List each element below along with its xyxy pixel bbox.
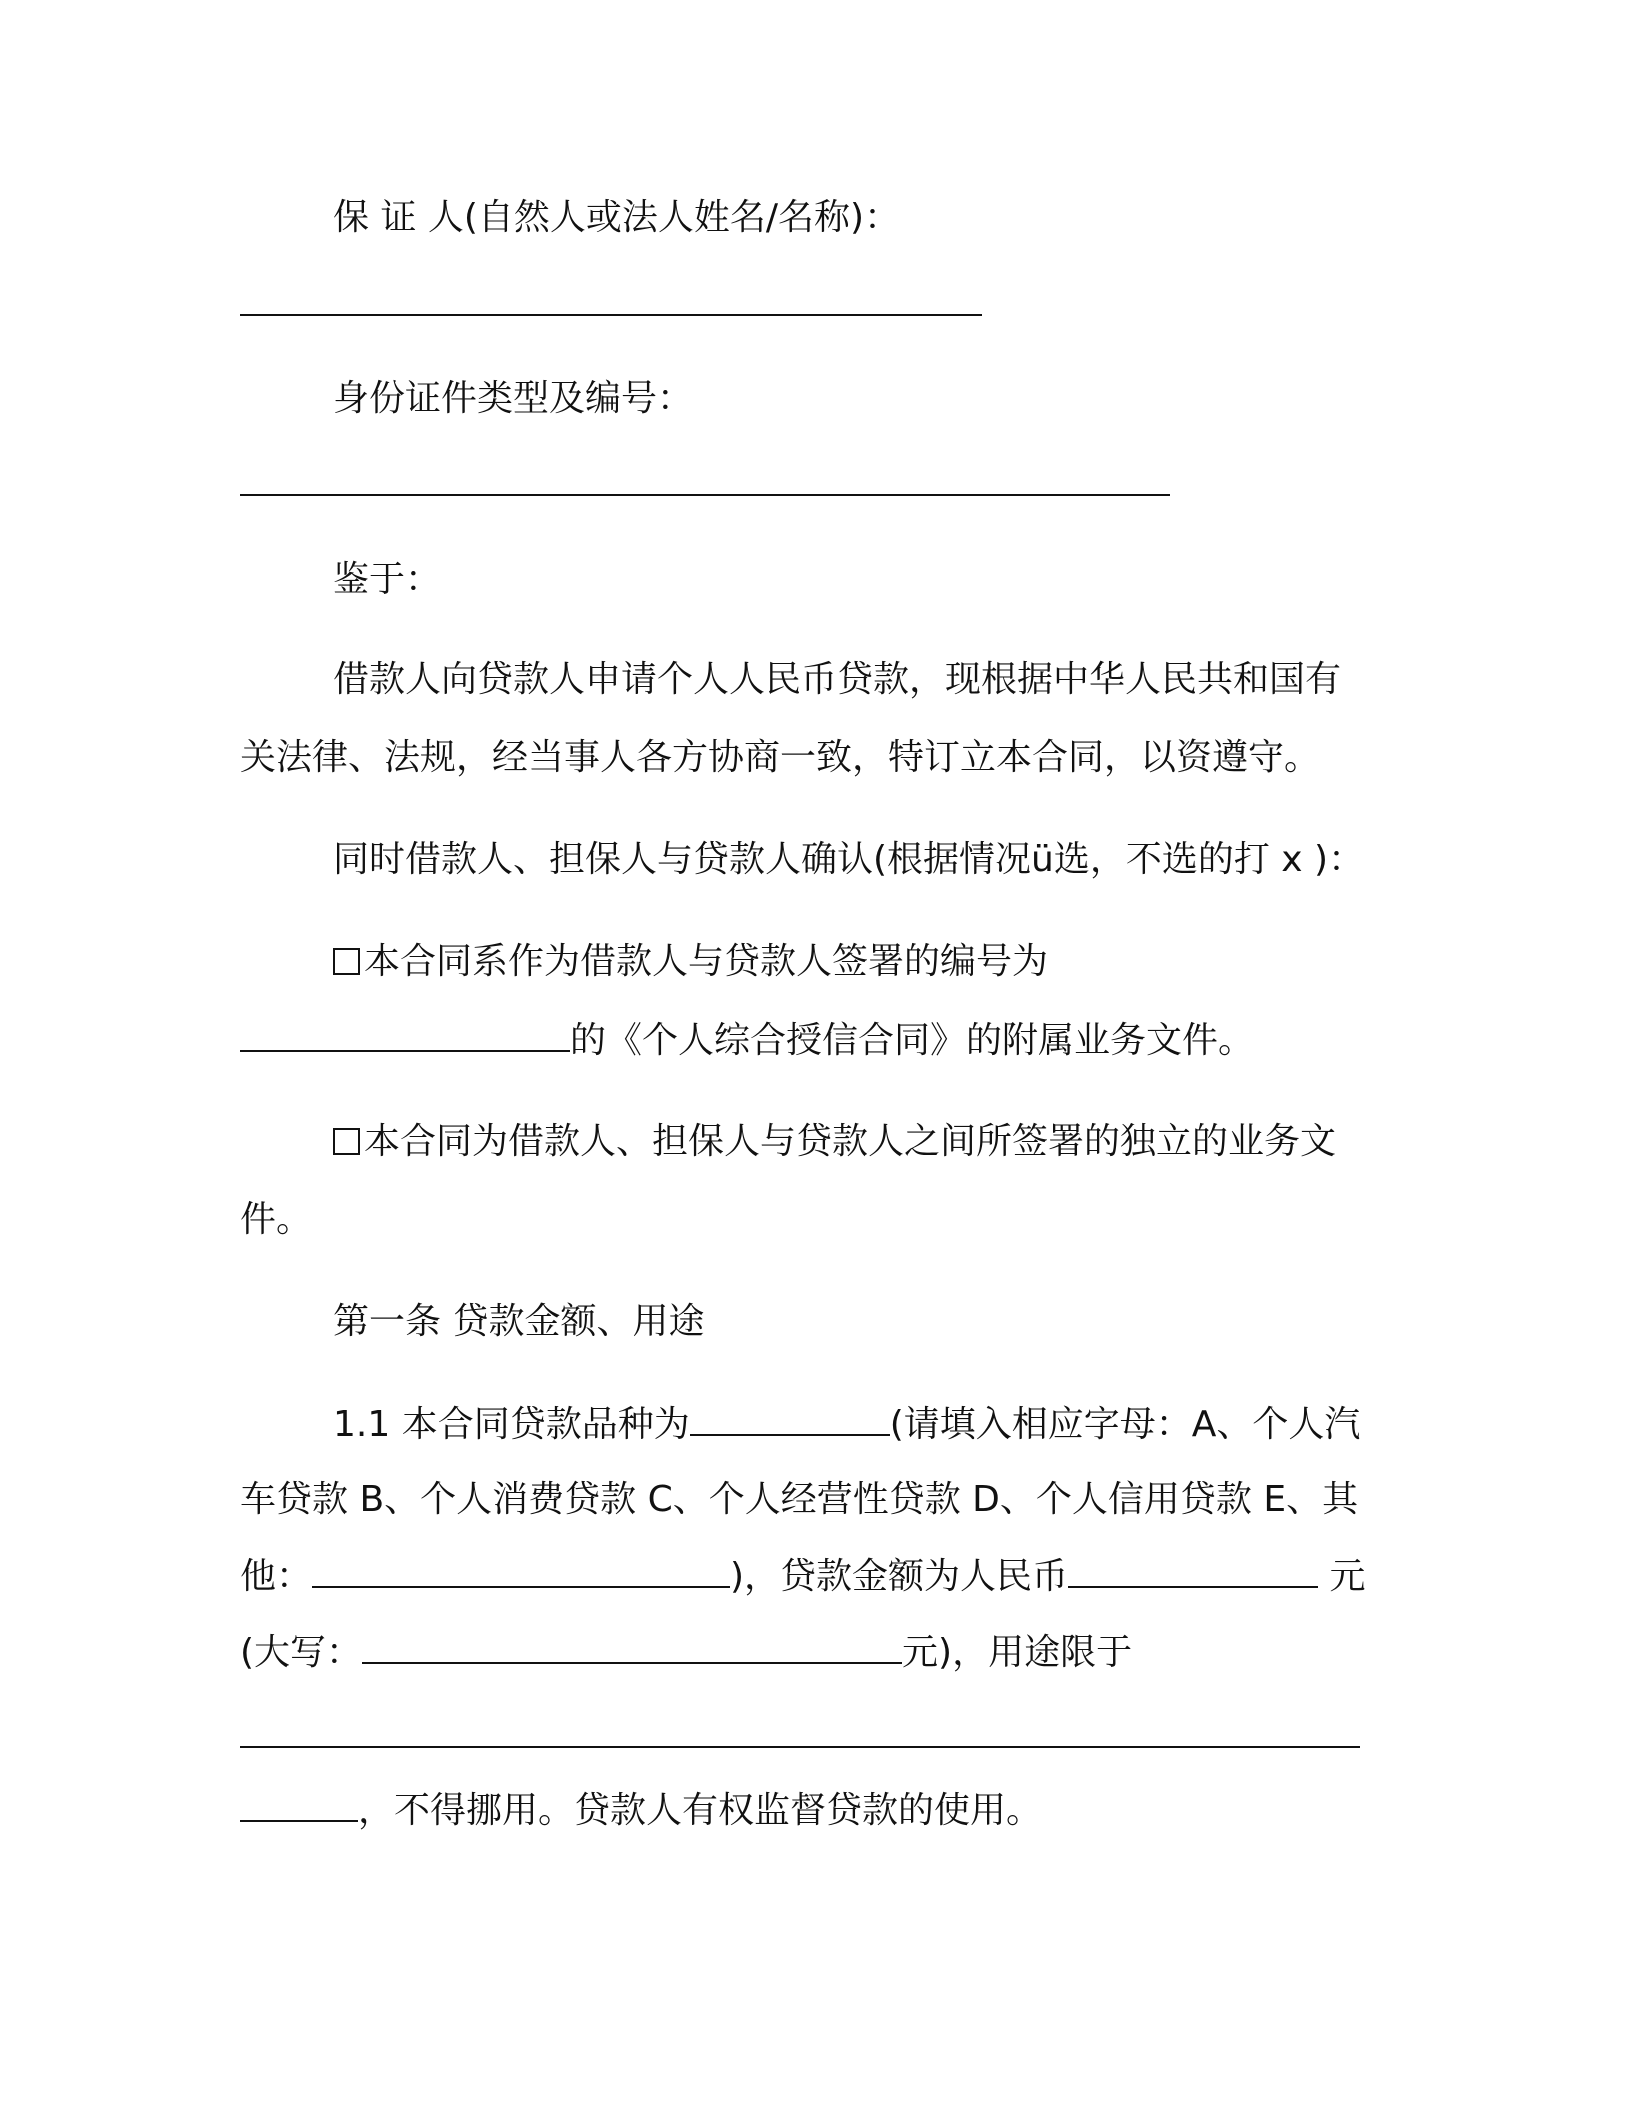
other-label: 他： <box>240 1556 313 1597</box>
loan-type-blank[interactable] <box>690 1402 890 1436</box>
article-1-line-4 <box>240 1630 1400 1675</box>
article-1-line-1 <box>333 1402 1493 1447</box>
intro-line-2: 关法律、法规，经当事人各方协商一致，特订立本合同，以资遵守。 <box>240 737 1321 778</box>
whereas-label: 鉴于： <box>333 559 442 600</box>
guarantor-label: 保 证 人(自然人或法人姓名/名称)： <box>333 197 901 238</box>
guarantor-blank[interactable] <box>240 314 982 316</box>
contract-number-blank[interactable] <box>240 1018 570 1052</box>
option-1-line-2 <box>240 1018 1400 1063</box>
id-doc-blank[interactable] <box>240 494 1170 496</box>
loan-amount-label: )，贷款金额为人民币 <box>730 1556 1069 1597</box>
option-2-line-2: 件。 <box>240 1199 313 1240</box>
purpose-label: 元)，用途限于 <box>902 1632 1133 1673</box>
article-1-line-3 <box>240 1554 1400 1599</box>
purpose-blank[interactable] <box>240 1746 1360 1748</box>
id-doc-label: 身份证件类型及编号： <box>333 378 694 419</box>
option-2-text: 本合同为借款人、担保人与贷款人之间所签署的独立的业务文 <box>364 1121 1337 1162</box>
yuan-label: 元 <box>1318 1556 1366 1597</box>
other-blank[interactable] <box>312 1554 730 1588</box>
no-misuse-text: ，不得挪用。贷款人有权监督贷款的使用。 <box>358 1790 1043 1831</box>
option-1-text-2: 的《个人综合授信合同》的附属业务文件。 <box>570 1020 1255 1061</box>
loan-type-options: (请填入相应字母：A、个人汽 <box>889 1404 1361 1445</box>
intro-line-1: 借款人向贷款人申请个人人民币贷款，现根据中华人民共和国有 <box>333 659 1342 700</box>
purpose-blank-continued[interactable] <box>240 1788 358 1822</box>
uppercase-amount-blank[interactable] <box>362 1630 902 1664</box>
option-1-checkbox[interactable] <box>333 948 360 975</box>
confirm-text: 同时借款人、担保人与贷款人确认(根据情况ü选，不选的打 x )： <box>333 839 1365 880</box>
article-1-title: 第一条 贷款金额、用途 <box>333 1301 705 1342</box>
article-1-line-6 <box>240 1788 1400 1833</box>
loan-type-label: 1.1 本合同贷款品种为 <box>333 1404 690 1445</box>
option-2-line-1 <box>333 1120 1493 1164</box>
option-1-line-1 <box>333 940 1493 984</box>
loan-amount-blank[interactable] <box>1068 1554 1318 1588</box>
article-1-line-2: 车贷款 B、个人消费贷款 C、个人经营性贷款 D、个人信用贷款 E、其 <box>240 1479 1359 1520</box>
option-2-checkbox[interactable] <box>333 1128 360 1155</box>
uppercase-label: (大写： <box>240 1632 363 1673</box>
option-1-text: 本合同系作为借款人与贷款人签署的编号为 <box>364 941 1049 982</box>
